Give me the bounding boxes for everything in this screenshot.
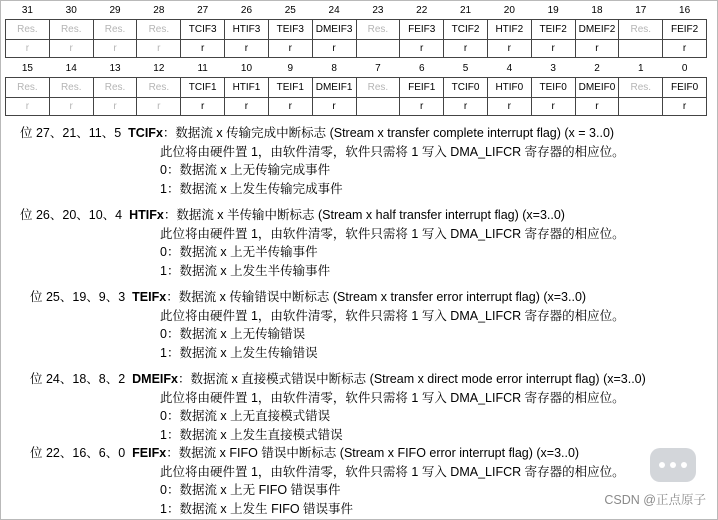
register-cell: r bbox=[400, 98, 444, 116]
register-table-high bbox=[5, 2, 707, 58]
desc-line: 0：数据流 x 上无直接模式错误 bbox=[160, 409, 331, 423]
access-row bbox=[6, 98, 707, 116]
bit-positions: 位 25、19、9、3 bbox=[30, 290, 126, 304]
register-cell: r bbox=[575, 98, 619, 116]
register-cell: 0 bbox=[681, 63, 688, 74]
field-name-row bbox=[6, 78, 707, 98]
register-cell: 23 bbox=[372, 5, 384, 16]
register-cell: r bbox=[400, 40, 444, 58]
register-cell: TCIF2 bbox=[444, 20, 488, 40]
field-summary: ：数据流 x 半传输中断标志 (Stream x half transfer interrupt flag) (x=3..0) bbox=[163, 208, 565, 222]
register-cell: HTIF0 bbox=[487, 78, 531, 98]
bit-positions: 位 26、20、10、4 bbox=[20, 208, 123, 222]
reserved-cell: r bbox=[49, 98, 93, 116]
bit-number-row bbox=[6, 2, 707, 20]
desc-line: 0：数据流 x 上无传输错误 bbox=[160, 327, 306, 341]
register-table-low bbox=[5, 60, 707, 116]
reserved-cell: r bbox=[93, 40, 137, 58]
reserved-cell: Res. bbox=[137, 20, 181, 40]
desc-line: 1：数据流 x 上发生直接模式错误 bbox=[160, 427, 343, 442]
reserved-cell: Res. bbox=[619, 20, 663, 40]
register-cell: 25 bbox=[284, 5, 296, 16]
register-cell: DMEIF2 bbox=[575, 20, 619, 40]
desc-line: 0：数据流 x 上无传输完成事件 bbox=[160, 163, 331, 177]
reserved-cell bbox=[356, 98, 400, 116]
field-name: HTIFx bbox=[129, 208, 164, 222]
reserved-cell: Res. bbox=[93, 20, 137, 40]
reserved-cell: r bbox=[137, 98, 181, 116]
register-cell: 1 bbox=[638, 63, 644, 74]
register-cell: HTIF1 bbox=[225, 78, 269, 98]
register-cell: 13 bbox=[109, 63, 121, 74]
bit-number-row bbox=[6, 60, 707, 78]
register-cell: DMEIF3 bbox=[312, 20, 356, 40]
desc-line: 1：数据流 x 上发生半传输事件 bbox=[160, 263, 331, 278]
register-cell: HTIF2 bbox=[487, 20, 531, 40]
desc-line: 此位将由硬件置 1，由软件清零，软件只需将 1 写入 DMA_LIFCR 寄存器的相应位。 bbox=[160, 144, 625, 159]
register-cell: 30 bbox=[65, 5, 77, 16]
reserved-cell: Res. bbox=[49, 78, 93, 98]
reserved-cell: Res. bbox=[49, 20, 93, 40]
register-cell: 8 bbox=[331, 63, 337, 74]
field-summary: ：数据流 x 直接模式错误中断标志 (Stream x direct mode error interrupt flag) (x=3..0) bbox=[177, 372, 646, 386]
register-cell: 17 bbox=[635, 5, 647, 16]
register-cell: 2 bbox=[594, 63, 600, 74]
register-cell: 21 bbox=[459, 5, 472, 16]
register-cell: 28 bbox=[153, 5, 165, 16]
access-row bbox=[6, 40, 707, 58]
register-cell: 22 bbox=[416, 5, 428, 16]
register-cell: r bbox=[225, 98, 269, 116]
register-cell: TCIF1 bbox=[181, 78, 225, 98]
register-cell: 4 bbox=[506, 63, 513, 74]
register-cell: r bbox=[181, 40, 225, 58]
field-name: DMEIFx bbox=[132, 372, 178, 386]
register-cell: HTIF3 bbox=[225, 20, 269, 40]
register-cell: 6 bbox=[418, 63, 425, 74]
register-cell: r bbox=[531, 98, 575, 116]
register-cell: r bbox=[487, 98, 531, 116]
register-cell: FEIF1 bbox=[400, 78, 444, 98]
register-cell: 27 bbox=[197, 5, 209, 16]
register-cell: r bbox=[225, 40, 269, 58]
register-cell: 19 bbox=[547, 5, 559, 16]
reserved-cell: Res. bbox=[356, 78, 400, 98]
reserved-cell bbox=[356, 40, 400, 58]
register-cell: r bbox=[663, 98, 707, 116]
field-name: TEIFx bbox=[132, 290, 167, 304]
register-cell: TEIF3 bbox=[268, 20, 312, 40]
register-cell: 18 bbox=[591, 5, 603, 16]
bit-positions: 位 22、16、6、0 bbox=[30, 446, 126, 460]
bit-positions: 位 27、21、11、5 bbox=[20, 126, 122, 140]
field-summary: ：数据流 x 传输完成中断标志 (Stream x transfer complete interrupt flag) (x = 3..0) bbox=[162, 126, 615, 140]
field-name-row bbox=[6, 20, 707, 40]
register-cell: r bbox=[312, 40, 356, 58]
register-cell: 26 bbox=[240, 5, 253, 16]
reserved-cell: Res. bbox=[6, 20, 50, 40]
bit-positions: 位 24、18、8、2 bbox=[30, 372, 126, 386]
desc-tcif bbox=[20, 124, 625, 198]
reserved-cell bbox=[619, 40, 663, 58]
register-cell: FEIF3 bbox=[400, 20, 444, 40]
register-cell: r bbox=[312, 98, 356, 116]
register-cell: r bbox=[444, 40, 488, 58]
register-cell: TEIF2 bbox=[531, 20, 575, 40]
desc-teif bbox=[30, 288, 625, 362]
watermark: CSDN @正点原子 bbox=[604, 493, 706, 507]
register-cell: 31 bbox=[21, 5, 33, 16]
register-cell: r bbox=[444, 98, 488, 116]
field-summary: ：数据流 x 传输错误中断标志 (Stream x transfer error interrupt flag) (x=3..0) bbox=[166, 290, 587, 304]
register-cell: 11 bbox=[197, 63, 208, 74]
desc-line: 此位将由硬件置 1，由软件清零，软件只需将 1 写入 DMA_LIFCR 寄存器的相应位。 bbox=[160, 390, 625, 405]
register-cell: r bbox=[487, 40, 531, 58]
desc-line: 此位将由硬件置 1，由软件清零，软件只需将 1 写入 DMA_LIFCR 寄存器的相应位。 bbox=[160, 464, 625, 479]
register-cell: r bbox=[268, 40, 312, 58]
register-cell: FEIF2 bbox=[663, 20, 707, 40]
register-cell: FEIF0 bbox=[663, 78, 707, 98]
desc-feif bbox=[30, 444, 625, 518]
reserved-cell bbox=[619, 98, 663, 116]
reserved-cell: Res. bbox=[356, 20, 400, 40]
desc-dmeif bbox=[30, 370, 646, 444]
desc-line: 0：数据流 x 上无 FIFO 错误事件 bbox=[160, 483, 341, 497]
register-cell: 10 bbox=[240, 63, 253, 74]
register-cell: r bbox=[181, 98, 225, 116]
desc-line: 此位将由硬件置 1，由软件清零，软件只需将 1 写入 DMA_LIFCR 寄存器的相应位。 bbox=[160, 308, 625, 323]
register-cell: 12 bbox=[153, 63, 165, 74]
register-cell: 24 bbox=[328, 5, 340, 16]
register-cell: DMEIF0 bbox=[575, 78, 619, 98]
register-cell: 16 bbox=[679, 5, 691, 16]
register-cell: r bbox=[663, 40, 707, 58]
register-cell: DMEIF1 bbox=[312, 78, 356, 98]
field-summary: ：数据流 x FIFO 错误中断标志 (Stream x FIFO error interrupt flag) (x=3..0) bbox=[166, 446, 580, 460]
register-cell: 15 bbox=[21, 63, 33, 74]
register-cell: 9 bbox=[287, 63, 294, 74]
field-name: TCIFx bbox=[128, 126, 163, 140]
register-cell: 14 bbox=[65, 63, 77, 74]
register-cell: 20 bbox=[503, 5, 515, 16]
reserved-cell: r bbox=[6, 40, 50, 58]
desc-line: 此位将由硬件置 1，由软件清零，软件只需将 1 写入 DMA_LIFCR 寄存器的相应位。 bbox=[160, 226, 625, 241]
reserved-cell: r bbox=[6, 98, 50, 116]
register-cell: r bbox=[531, 40, 575, 58]
register-cell: r bbox=[575, 40, 619, 58]
register-cell: 5 bbox=[462, 63, 469, 74]
reserved-cell: r bbox=[137, 40, 181, 58]
reserved-cell: Res. bbox=[619, 78, 663, 98]
register-cell: 3 bbox=[550, 63, 556, 74]
desc-line: 1：数据流 x 上发生 FIFO 错误事件 bbox=[160, 501, 354, 516]
desc-line: 1：数据流 x 上发生传输完成事件 bbox=[160, 181, 343, 196]
desc-htif bbox=[20, 206, 625, 280]
chat-bubble-icon bbox=[650, 448, 696, 482]
desc-line: 0：数据流 x 上无半传输事件 bbox=[160, 245, 318, 259]
field-name: FEIFx bbox=[132, 446, 167, 460]
register-cell: 7 bbox=[375, 63, 381, 74]
desc-line: 1：数据流 x 上发生传输错误 bbox=[160, 345, 318, 360]
reserved-cell: r bbox=[93, 98, 137, 116]
reserved-cell: Res. bbox=[93, 78, 137, 98]
reserved-cell: Res. bbox=[137, 78, 181, 98]
register-cell: r bbox=[268, 98, 312, 116]
register-cell: 29 bbox=[109, 5, 121, 16]
register-cell: TCIF0 bbox=[444, 78, 488, 98]
reserved-cell: r bbox=[49, 40, 93, 58]
register-cell: TEIF0 bbox=[531, 78, 575, 98]
register-cell: TCIF3 bbox=[181, 20, 225, 40]
reserved-cell: Res. bbox=[6, 78, 50, 98]
register-cell: TEIF1 bbox=[268, 78, 312, 98]
